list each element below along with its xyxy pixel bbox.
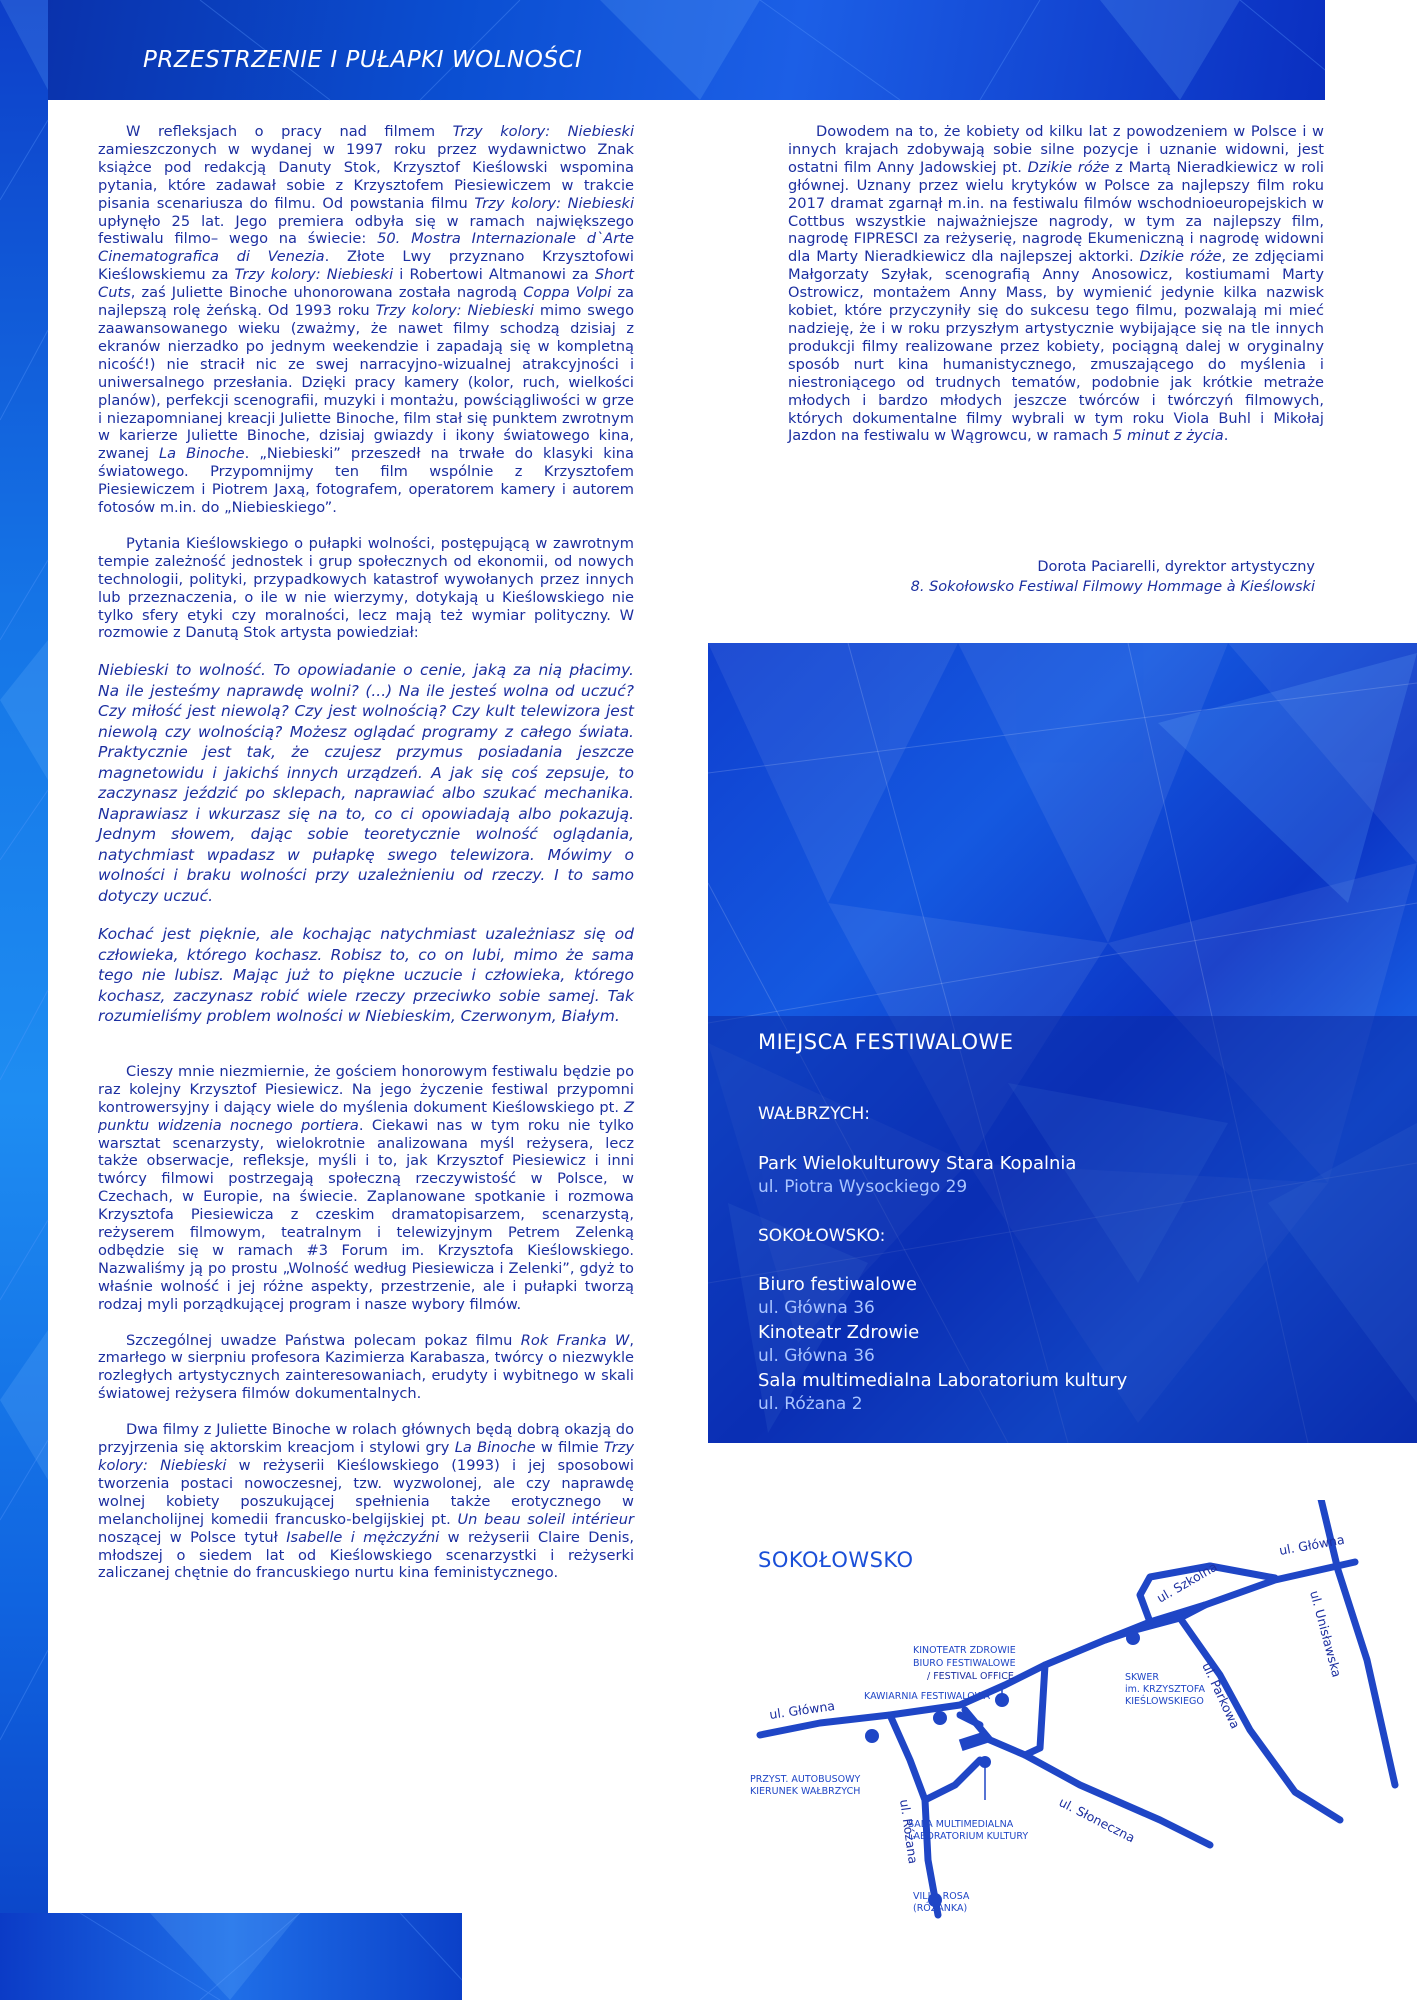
poi-skwer-1: SKWER — [1125, 1672, 1159, 1683]
road-rozana-link — [925, 1760, 980, 1800]
label-glowna-top: ul. Główna — [1277, 1531, 1346, 1558]
sokolowsko-map — [740, 1500, 1417, 1920]
road-szkolna-east — [1210, 1566, 1275, 1578]
paragraph-binoche: Dwa filmy z Juliette Binoche w rolach głównych będą dobrą okazją do przyjrzenia się aktorskim kreacjom i stylowi gry La Binoche w filmie Trzy kolory: Niebieski w reżyserii Kieślowskiego (1993) i jej sposobowi tworzenia postaci nowoczesnej, tzw. wyzwolonej, ale czy naprawdę wolnej kobiety poszukującej spełnienia także erotycznego w melancholijnej komedii francusko-belgijskiej pt. Un beau soleil intérieur noszącej w Polsce tytuł Isabelle i mężczyźni w reżyserii Claire Denis, młodszej o siedem lat od Kieślowskiego scenarzystki i reżyserki zaliczanej chętnie do francuskiego nurtu kina feministycznego. — [98, 1421, 634, 1582]
poi-sala-1: SALA MULTIMEDIALNA — [908, 1819, 1014, 1830]
left-text-column — [98, 123, 634, 1582]
map-title: SOKOŁOWSKO — [758, 1548, 914, 1572]
quote-block-1: Niebieski to wolność. To opowiadanie o cenie, jaką za nią płacimy. Na ile jesteśmy naprawdę wolni? (...) Na ile jesteś wolna od uczuć? Czy miłość jest niewolą? Czy jest wolnością? Czy kult telewizora jest niewolą czy wolnością? Możesz oglądać programy z całego świata. Praktycznie jest tak, że czujesz przymus posiadania jeszcze magnetowidu i jakichś innych urządzeń. A jak się coś zepsuje, to zaczynasz jeździć po sklepach, naprawiać albo szukać mechanika. Naprawiasz i wkurzasz się na to, co ci opowiadają albo pokazują. Jednym słowem, dając sobie teoretycznie wolność oglądania, natychmiast wpadasz w pułapkę swego telewizora. Mówimy o wolności i braku wolności przy uzależnieniu od rzeczy. I to samo dotyczy uczuć. — [98, 661, 634, 905]
venue-address-kinoteatr: ul. Główna 36 — [758, 1346, 875, 1366]
signature-name: Dorota Paciarelli, dyrektor artystyczny — [1037, 559, 1315, 575]
poi-villa-1: VILLA ROSA — [913, 1891, 970, 1902]
poi-kino-2: BIURO FESTIWALOWE — [913, 1658, 1016, 1669]
paragraph-intro: W refleksjach o pracy nad filmem Trzy kolory: Niebieski zamieszczonych w wydanej w 1997 roku przez wydawnictwo Znak książce pod redakcją Danuty Stok, Krzysztof Kieślowski wspomina pytania, które zadawał sobie z Krzysztofem Piesiewiczem w trakcie pisania scenariusza do filmu. Od powstania filmu Trzy kolory: Niebieski upłynęło 25 lat. Jego premiera odbyła się w ramach największego festiwalu filmo– wego na świecie: 50. Mostra Internazionale d`Arte Cinematografica di Venezia. Złote Lwy przyznano Krzysztofowi Kieślowskiemu za Trzy kolory: Niebieski i Robertowi Altmanowi za Short Cuts, zaś Juliette Binoche uhonorowana została nagrodą Coppa Volpi za najlepszą rolę żeńską. Od 1993 roku Trzy kolory: Niebieski mimo swego zaawansowanego wieku (zważmy, że nawet filmy schodzą dzisiaj z ekranów nierzadko po jednym weekendzie i zapadają się w kompletną nicość!) nie stracił nic ze swej narracyjno-wizualnej atrakcyjności i uniwersalnego przesłania. Dzięki pracy kamery (kolor, ruch, wielkości planów), perfekcji scenografii, muzyki i montażu, powściągliwości w grze i niezapomnianej kreacji Juliette Binoche, film stał się punktem zwrotnym w karierze Juliette Binoche, dzisiaj gwiazdy i ikony światowego kina, zwanej La Binoche. „Niebieski” przeszedł na trwałe do klasyki kina światowego. Przypomnijmy ten film wspólnie z Krzysztofem Piesiewiczem i Piotrem Jaxą, fotografem, operatorem kamery i autorem fotosów m.in. do „Niebieskiego”. — [98, 123, 635, 517]
poi-kino-3: / FESTIVAL OFFICE — [927, 1671, 1014, 1682]
paragraph-karabasz: Szczególnej uwadze Państwa polecam pokaz filmu Rok Franka W, zmarłego w sierpniu profesora Kazimierza Karabasza, twórcy o niezwykle rozległych artystycznych zainteresowaniach, erudyty i wybitnego w skali światowej reżysera filmów dokumentalnych. — [98, 1331, 634, 1403]
paragraph-piesiewicz: Cieszy mnie niezmiernie, że gościem honorowym festiwalu będzie po raz kolejny Krzysztof Piesiewicz. Na jego życzenie festiwal przypomni kontrowersyjny i dający wiele do myślenia dokument Kieślowskiego pt. Z punktu widzenia nocnego portiera. Ciekawi nas w tym roku nie tylko warsztat scenarzysty, wielokrotnie analizowana myśl reżysera, lecz także obserwacje, refleksje, myśli i to, jak Krzysztof Piesiewicz i inni twórcy filmowi postrzegają społeczną rzeczywistość w Polsce, w Czechach, w Europie, na świecie. Zaplanowane spotkanie i rozmowa Krzysztofa Piesiewicza z czeskim dramatopisarzem, scenarzystą, reżyserem filmowym, teatralnym i telewizyjnym Petrem Zelenką odbędzie się w ramach #3 Forum im. Krzysztofa Kieślowskiego. Nazwaliśmy ją po prostu „Wolność według Piesiewicza i Zelenki”, gdyż to właśnie wolność i jej różne aspekty, przestrzenie, ale i pułapki tworzą rodzaj myli porządkującej program i nasze wybory filmów. — [98, 1062, 634, 1313]
label-sloneczna: ul. Słoneczna — [1056, 1794, 1138, 1846]
paragraph-questions: Pytania Kieślowskiego o pułapki wolności, postępującą w zawrotnym tempie zależność jednostek i grup społecznych od ekonomii, od nowych technologii, polityki, przypadkowych katastrof wywołanych przez innych lub przeznaczenia, o ile w nie wierzymy, dotykają u Kieślowskiego nie tylko sfery etyki czy moralności, lecz mają też wymiar polityczny. W rozmowie z Danutą Stok artysta powiedział: — [98, 534, 634, 642]
poi-przyst-2: KIERUNEK WAŁBRZYCH — [750, 1786, 861, 1797]
venue-address-biuro: ul. Główna 36 — [758, 1298, 875, 1318]
map-street-labels — [768, 1532, 1345, 1865]
venue-address-sala: ul. Różana 2 — [758, 1394, 863, 1414]
label-parkowa: ul. Parkowa — [1199, 1659, 1244, 1732]
venue-name-biuro: Biuro festiwalowe — [758, 1274, 917, 1295]
venue-city-sokolowsko: SOKOŁOWSKO: — [758, 1226, 886, 1246]
poi-przyst-1: PRZYST. AUTOBUSOWY — [750, 1774, 861, 1785]
signature-festival: 8. Sokołowsko Festiwal Filmowy Hommage à Kieślowski — [910, 579, 1315, 595]
poi-skwer-3: KIEŚLOWSKIEGO — [1125, 1696, 1204, 1707]
marker-skwer — [1126, 1631, 1140, 1645]
road-parkowa — [1180, 1618, 1340, 1820]
quote-block-2: Kochać jest pięknie, ale kochając natychmiast uzależniasz się od człowieka, którego kochasz. Robisz to, co on lubi, mimo że sama tego nie lubisz. Mając już to piękne uczucie i człowieka, którego kochasz, zaczynasz robić wiele rzeczy przeciwko sobie samej. Tak rozumieliśmy problem wolności w Niebieskim, Czerwonym, Białym. — [98, 925, 634, 1026]
venue-name-stara-kopalnia: Park Wielokulturowy Stara Kopalnia — [758, 1153, 1077, 1174]
marker-kawiarnia — [933, 1711, 947, 1725]
label-glowna-left: ul. Główna — [768, 1697, 836, 1722]
kawiarnia-building — [959, 1731, 989, 1751]
label-unislawska: ul. Unisławska — [1307, 1588, 1345, 1679]
poi-kino-1: KINOTEATR ZDROWIE — [913, 1645, 1016, 1656]
venue-name-sala: Sala multimedialna Laboratorium kultury — [758, 1370, 1128, 1391]
paragraph-dzikie-roze: Dowodem na to, że kobiety od kilku lat z powodzeniem w Polsce i w innych krajach zdobywają sobie silne pozycje i uznanie widowni, jest ostatni film Anny Jadowskiej pt. Dzikie róże z Martą Nieradkiewicz w roli głównej. Uznany przez wielu krytyków w Polsce za najlepszy film roku 2017 dramat zgarnął m.in. na festiwalu filmów wschodnioeuropejskich w Cottbus wszystkie najważniejsze nagrody, w tym za najlepszy film, nagrodę FIPRESCI za reżyserię, nagrodę Ekumeniczną i nagrodę widowni dla Marty Nieradkiewicz dla najlepszej aktorki. Dzikie róże, ze zdjęciami Małgorzaty Szyłak, scenografią Anny Anosowicz, kostiumami Marty Ostrowicz, montażem Anny Mass, by wymienić jedynie kilka nazwisk kobiet, które przyczyniły się do sukcesu tego filmu, pozwalają mi mieć nadzieję, że i w roku przyszłym artystycznie wybijające się na tle innych produkcji filmy realizowane przez kobiety, pociągną dalej w oryginalny sposób nurt kina humanistycznego, zmuszającego do myślenia i niestroniącego od trudnych tematów, podobnie jak krótkie metraże młodych i bardzo młodych jeszcze twórców i twórczyń filmowych, których dokumentalne filmy wybrali w tym roku Viola Buhl i Mikołaj Jazdon na festiwalu w Wągrowcu, w ramach 5 minut z życia. — [788, 123, 1324, 445]
map-roads — [760, 1500, 1395, 1915]
signature — [911, 557, 1315, 597]
right-text-column — [788, 123, 1324, 445]
marker-przystanek — [865, 1729, 879, 1743]
poi-villa-2: (RÓŻANKA) — [913, 1903, 968, 1914]
road-glowna — [760, 1562, 1355, 1735]
label-szkolna: ul. Szkolna — [1154, 1558, 1220, 1606]
poi-sala-2: LABORATORIUM KULTURY — [908, 1831, 1029, 1842]
poi-kawiarnia: KAWIARNIA FESTIWALOWA — [864, 1691, 991, 1702]
page-title: PRZESTRZENIE I PUŁAPKI WOLNOŚCI — [143, 47, 583, 73]
venue-name-kinoteatr: Kinoteatr Zdrowie — [758, 1322, 920, 1343]
map-poi-labels — [750, 1645, 1205, 1914]
road-center-inner — [960, 1715, 980, 1725]
venue-address-stara-kopalnia: ul. Piotra Wysockiego 29 — [758, 1177, 968, 1197]
venues-heading: MIEJSCA FESTIWALOWE — [758, 1030, 1014, 1054]
venue-city-walbrzych: WAŁBRZYCH: — [758, 1104, 871, 1124]
label-rozana: ul. Różana — [897, 1798, 921, 1865]
poi-skwer-2: im. KRZYSZTOFA — [1125, 1684, 1205, 1695]
